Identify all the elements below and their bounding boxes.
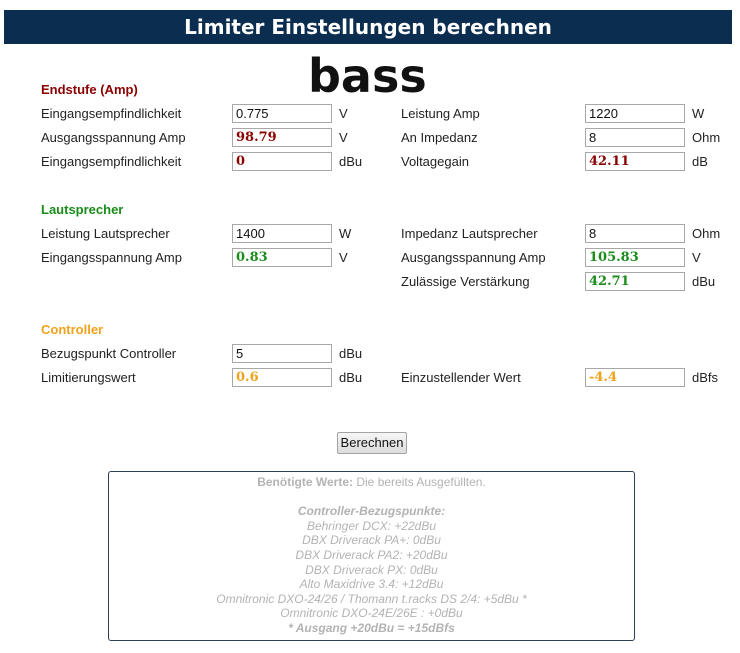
controller-limit-label: Limitierungswert [41,370,136,385]
info-box [108,471,635,641]
spacer [109,490,634,505]
amp-impedanz-input[interactable]: 8 [585,128,685,147]
bass-logo: bass [308,49,427,103]
berechnen-button[interactable]: Berechnen [337,432,407,454]
amp-ausgang-unit: V [339,130,348,145]
controller-point: DBX Driverack PA2: +20dBu [295,547,448,562]
amp-gain-input[interactable]: 42.11 [585,152,685,171]
controller-point: Omnitronic DXO-24/26 / Thomann t.racks DS 2/4: +5dBu * [216,591,527,606]
controller-section-title: Controller [41,322,104,337]
needed-values-label: Benötigte Werte: [257,475,354,489]
controller-bezug-label: Bezugspunkt Controller [41,346,177,361]
controller-point: Omnitronic DXO-24E/26E : +0dBu [280,606,463,621]
controller-einstell-unit: dBfs [692,370,719,385]
speaker-verstaerkung-label: Zulässige Verstärkung [401,274,530,289]
speaker-ausgang-input[interactable]: 105.83 [585,248,685,267]
needed-values-line [109,475,634,490]
controller-bezug-unit: dBu [339,346,363,361]
controller-points-title: Controller-Bezugspunkte: [297,504,446,519]
speaker-impedanz-input[interactable]: 8 [585,224,685,243]
speaker-leistung-input[interactable]: 1400 [232,224,332,243]
amp-eingang-dbu-input[interactable]: 0 [232,152,332,171]
amp-section-title: Endstufe (Amp) [41,82,138,97]
speaker-impedanz-label: Impedanz Lautsprecher [401,226,538,241]
speaker-leistung-unit: W [339,226,352,241]
amp-impedanz-label: An Impedanz [401,130,478,145]
controller-bezug-input[interactable]: 5 [232,344,332,363]
speaker-eingang-unit: V [339,250,348,265]
amp-gain-label: Voltagegain [401,154,469,169]
amp-impedanz-unit: Ohm [692,130,721,145]
amp-eingang-label: Eingangsempfindlichkeit [41,106,182,121]
amp-ausgang-input[interactable]: 98.79 [232,128,332,147]
controller-limit-input[interactable]: 0.6 [232,368,332,387]
amp-eingang-unit: V [339,106,348,121]
controller-point: Alto Maxidrive 3.4: +12dBu [299,577,444,592]
speaker-verstaerkung-input[interactable]: 42.71 [585,272,685,291]
amp-ausgang-label: Ausgangsspannung Amp [41,130,186,145]
controller-einstell-input[interactable]: -4.4 [585,368,685,387]
speaker-impedanz-unit: Ohm [692,226,721,241]
controller-point: DBX Driverack PX: 0dBu [305,562,438,577]
controller-einstell-label: Einzustellender Wert [401,370,521,385]
amp-eingang-dbu-label: Eingangsempfindlichkeit [41,154,182,169]
amp-eingang-input[interactable]: 0.775 [232,104,332,123]
controller-limit-unit: dBu [339,370,363,385]
controller-point: Behringer DCX: +22dBu [306,518,437,533]
speaker-leistung-label: Leistung Lautsprecher [41,226,170,241]
amp-leistung-input[interactable]: 1220 [585,104,685,123]
speaker-ausgang-label: Ausgangsspannung Amp [401,250,546,265]
footnote: * Ausgang +20dBu = +15dBfs [288,620,455,635]
speaker-verstaerkung-unit: dBu [692,274,716,289]
page-title: Limiter Einstellungen berechnen [4,10,732,44]
needed-values-text: Die bereits Ausgefüllten. [353,475,486,489]
speaker-eingang-label: Eingangsspannung Amp [41,250,182,265]
speaker-ausgang-unit: V [692,250,701,265]
amp-leistung-unit: W [692,106,705,121]
amp-gain-unit: dB [692,154,708,169]
controller-point: DBX Driverack PA+: 0dBu [302,533,441,548]
speaker-eingang-input[interactable]: 0.83 [232,248,332,267]
amp-leistung-label: Leistung Amp [401,106,480,121]
speaker-section-title: Lautsprecher [41,202,124,217]
amp-eingang-dbu-unit: dBu [339,154,363,169]
